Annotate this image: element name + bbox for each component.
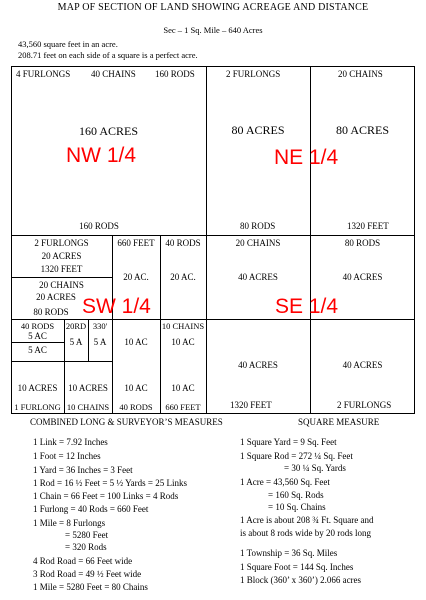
measure-3-rod-road: 3 Rod Road = 49 ½ Feet wide	[33, 569, 142, 579]
measure-mile-chains: 1 Mile = 5280 Feet = 80 Chains	[33, 582, 148, 592]
ne-top-furlongs-label: 2 FURLONGS	[226, 69, 281, 79]
sw-10-acres-mid-label: 10 ACRES	[68, 383, 108, 393]
acre-note-square-feet: 43,560 square feet in an acre.	[18, 39, 118, 49]
sw-5-ac-top-label: 5 AC	[28, 331, 47, 341]
ne-quarter-label: NE 1/4	[274, 146, 339, 169]
se-40-acres-a-label: 40 ACRES	[238, 272, 278, 282]
measure-foot: 1 Foot = 12 Inches	[33, 451, 101, 461]
ne-top-chains-label: 20 CHAINS	[338, 69, 383, 79]
sw-10-ac-a-label: 10 AC	[124, 337, 148, 347]
acre-note-perfect-acre: 208.71 feet on each side of a square is a perfect acre.	[18, 50, 198, 60]
nw-quarter-label: NW 1/4	[66, 144, 137, 167]
sw-10-acres-left-label: 10 ACRES	[17, 383, 58, 393]
nw-top-furlongs-label: 4 FURLONGS	[16, 69, 71, 79]
se-40-acres-d-label: 40 ACRES	[342, 360, 383, 370]
measure-rod: 1 Rod = 16 ½ Feet = 5 ½ Yards = 25 Links	[33, 478, 187, 488]
se-quarter-label: SE 1/4	[275, 295, 339, 318]
ne-west-acres-label: 80 ACRES	[231, 123, 285, 137]
sw-quarter-label: SW 1/4	[82, 295, 151, 318]
sw-bottom-rods-label: 40 RODS	[119, 402, 153, 412]
page-title: MAP OF SECTION OF LAND SHOWING ACREAGE AND DISTANCE	[57, 2, 369, 13]
sw-10-chains-label: 10 CHAINS	[161, 321, 205, 331]
measure-4-rod-road: 4 Rod Road = 66 Feet wide	[33, 556, 133, 566]
sw-a-furlongs-label: 2 FURLONGS	[34, 238, 89, 248]
measure-mile-rods: = 320 Rods	[65, 542, 107, 552]
sw-5-a-right-label: 5 A	[93, 337, 107, 347]
sw-10-ac-c-label: 10 AC	[124, 383, 148, 393]
measure-chain: 1 Chain = 66 Feet = 100 Links = 4 Rods	[33, 491, 179, 501]
measure-mile: 1 Mile = 8 Furlongs	[33, 518, 106, 528]
combined-measures-heading: COMBINED LONG & SURVEYOR’S MEASURES	[30, 417, 223, 427]
acre-about-rods: is about 8 rods wide by 20 rods long	[240, 528, 371, 538]
nw-top-rods-label: 160 RODS	[155, 69, 195, 79]
se-40-acres-c-label: 40 ACRES	[238, 360, 278, 370]
sw-40-rods-label: 40 RODS	[20, 321, 55, 331]
sw-20rd-label: 20RD	[65, 321, 87, 331]
ne-bottom-feet-label: 1320 FEET	[347, 221, 389, 231]
sw-b-acres-label: 20 ACRES	[36, 292, 76, 302]
se-bottom-furlongs-label: 2 FURLONGS	[337, 400, 392, 410]
square-foot: 1 Square Foot = 144 Sq. Inches	[240, 562, 354, 572]
measure-link: 1 Link = 7.92 Inches	[33, 437, 108, 447]
sw-20-ac-right-label: 20 AC.	[170, 272, 196, 282]
square-yard: 1 Square Yard = 9 Sq. Feet	[240, 437, 337, 447]
se-bottom-feet-label: 1320 FEET	[230, 400, 272, 410]
sw-5-a-left-label: 5 A	[69, 337, 83, 347]
sw-a-feet-label: 1320 FEET	[40, 264, 83, 274]
square-measure-heading: SQUARE MEASURE	[298, 417, 380, 427]
block-acres: 1 Block (360’ x 360’) 2.066 acres	[240, 575, 362, 585]
square-rod-yards: = 30 ¼ Sq. Yards	[284, 463, 346, 473]
sw-b-rods-label: 80 RODS	[33, 307, 69, 317]
page-subtitle: Sec – 1 Sq. Mile – 640 Acres	[163, 25, 263, 35]
acre-sq-chains: = 10 Sq. Chains	[268, 502, 326, 512]
sw-top-40-rods-label: 40 RODS	[165, 238, 201, 248]
sw-10-ac-b-label: 10 AC	[171, 337, 195, 347]
nw-top-chains-label: 40 CHAINS	[91, 69, 136, 79]
se-40-acres-b-label: 40 ACRES	[342, 272, 383, 282]
township: 1 Township = 36 Sq. Miles	[240, 548, 338, 558]
measure-mile-feet: = 5280 Feet	[65, 530, 109, 540]
sw-bottom-feet-label: 660 FEET	[165, 402, 201, 412]
acre-sq-rods: = 160 Sq. Rods	[268, 490, 324, 500]
nw-bottom-rods-label: 160 RODS	[79, 221, 119, 231]
sw-10-ac-d-label: 10 AC	[171, 383, 195, 393]
acre-sq-feet: 1 Acre = 43,560 Sq. Feet	[240, 477, 330, 487]
sw-bottom-chains-label: 10 CHAINS	[66, 402, 110, 412]
measure-furlong: 1 Furlong = 40 Rods = 660 Feet	[33, 504, 149, 514]
sw-330-feet-label: 330'	[92, 321, 108, 331]
sw-bottom-furlong-label: 1 FURLONG	[14, 402, 61, 412]
nw-acres-label: 160 ACRES	[78, 124, 138, 138]
se-top-rods-label: 80 RODS	[344, 238, 381, 248]
sw-b-chains-label: 20 CHAINS	[39, 280, 84, 290]
sw-top-660-feet-label: 660 FEET	[117, 238, 155, 248]
se-top-chains-label: 20 CHAINS	[235, 238, 281, 248]
ne-bottom-rods-label: 80 RODS	[240, 221, 276, 231]
sw-20-ac-left-label: 20 AC.	[123, 272, 149, 282]
acre-about-square: 1 Acre is about 208 ¾ Ft. Square and	[240, 515, 374, 525]
square-rod: 1 Square Rod = 272 ¼ Sq. Feet	[240, 451, 353, 461]
sw-5-ac-bottom-label: 5 AC	[28, 345, 47, 355]
ne-east-acres-label: 80 ACRES	[335, 123, 389, 137]
measure-yard: 1 Yard = 36 Inches = 3 Feet	[33, 465, 133, 475]
sw-a-acres-label: 20 ACRES	[41, 251, 82, 261]
